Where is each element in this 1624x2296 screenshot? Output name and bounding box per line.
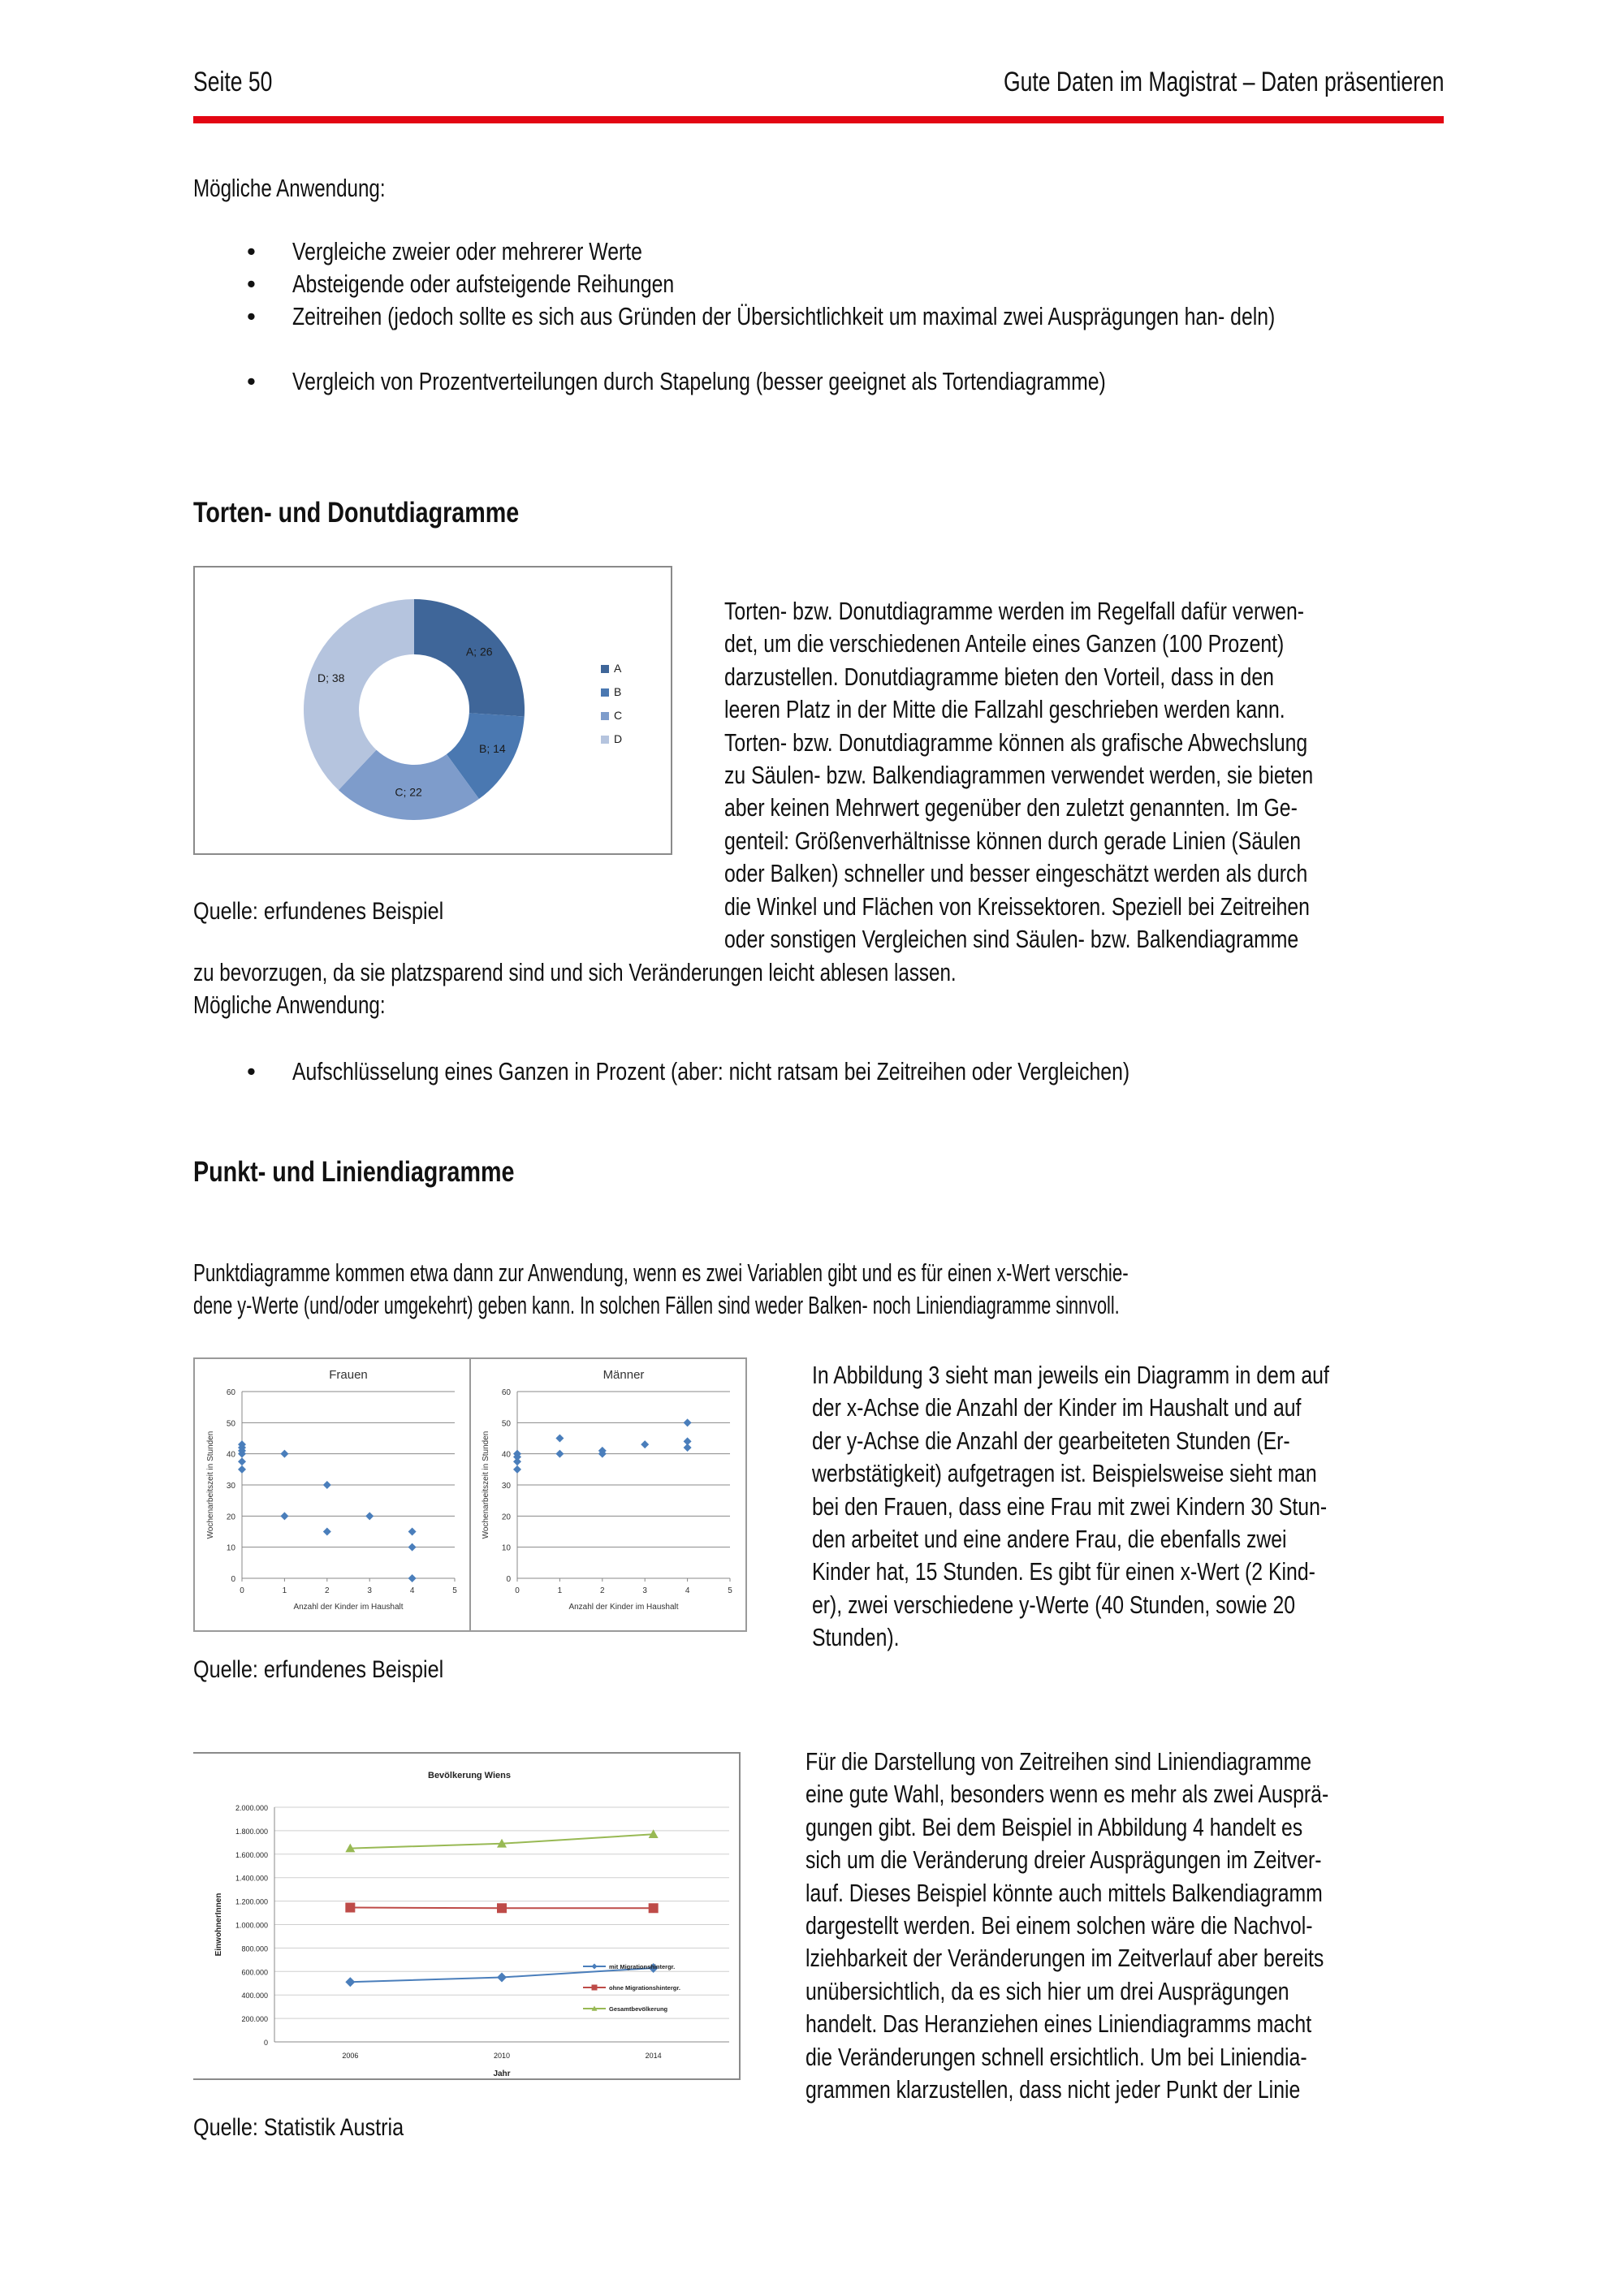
list-item: • Zeitreihen (jedoch sollte es sich aus Gründen der Übersichtlichkeit um maximal zwei Ausprägungen han- deln) xyxy=(193,300,1460,365)
svg-text:2: 2 xyxy=(325,1586,330,1595)
data-point-marker xyxy=(641,1440,649,1448)
bullet-icon: • xyxy=(247,367,256,395)
data-point-marker xyxy=(323,1481,331,1489)
svg-text:60: 60 xyxy=(226,1388,235,1397)
scatter-intro: Punktdiagramme kommen etwa dann zur Anwendung, wenn es zwei Variablen gibt und es für einen x-Wert verschie- dene y-Werte (und/oder umgekehrt) geben kann. In solchen Fällen sind weder Balken- noch Liniendiagramme sinnvoll. xyxy=(193,1258,1129,1319)
svg-text:EinwohnerInnen: EinwohnerInnen xyxy=(214,1892,223,1957)
donut-slice-a xyxy=(414,599,525,717)
legend-item-b xyxy=(601,685,621,698)
svg-text:0: 0 xyxy=(231,1575,235,1584)
line-source-caption: Quelle: Statistik Austria xyxy=(193,2114,404,2141)
svg-text:5: 5 xyxy=(452,1586,457,1595)
bullet-icon: • xyxy=(247,237,256,265)
data-point-marker xyxy=(238,1465,246,1474)
legend-swatch-icon xyxy=(601,665,609,673)
data-point-marker xyxy=(365,1512,374,1520)
bar-usage-list xyxy=(193,235,1460,398)
svg-text:2010: 2010 xyxy=(493,2052,511,2060)
data-point-marker xyxy=(280,1450,288,1458)
svg-text:3: 3 xyxy=(367,1586,372,1595)
donut-source-caption: Quelle: erfundenes Beispiel xyxy=(193,898,444,925)
svg-text:1.400.000: 1.400.000 xyxy=(235,1874,268,1883)
donut-paragraph-tail: zu bevorzugen, da sie platzsparend sind und sich Veränderungen leicht ablesen lassen. xyxy=(193,958,957,986)
svg-text:1.000.000: 1.000.000 xyxy=(235,1921,268,1930)
svg-text:400.000: 400.000 xyxy=(241,1992,268,2000)
svg-text:2014: 2014 xyxy=(645,2052,662,2060)
svg-text:200.000: 200.000 xyxy=(241,2015,268,2024)
legend-item-a xyxy=(601,662,622,675)
list-item: • Aufschlüsselung eines Ganzen in Prozent (aber: nicht ratsam bei Zeitreihen oder Vergleichen) xyxy=(193,1055,1460,1088)
svg-text:1.600.000: 1.600.000 xyxy=(235,1850,268,1859)
svg-text:0: 0 xyxy=(263,2039,268,2047)
data-point-marker xyxy=(513,1457,521,1465)
scatter-source-caption: Quelle: erfundenes Beispiel xyxy=(193,1656,444,1683)
svg-text:50: 50 xyxy=(501,1419,511,1429)
svg-text:40: 40 xyxy=(226,1450,235,1460)
svg-text:2006: 2006 xyxy=(342,2052,359,2060)
svg-text:20: 20 xyxy=(501,1513,511,1522)
legend-swatch-icon xyxy=(601,712,609,720)
svg-text:ohne Migrationshintergr.: ohne Migrationshintergr. xyxy=(609,1984,680,1992)
page-number: Seite 50 xyxy=(193,67,273,97)
data-point-marker xyxy=(408,1543,417,1552)
svg-text:C; 22: C; 22 xyxy=(395,785,422,799)
svg-text:Anzahl der Kinder im Haushalt: Anzahl der Kinder im Haushalt xyxy=(293,1603,404,1612)
svg-text:5: 5 xyxy=(728,1586,732,1595)
scatter-panel-männer xyxy=(482,1368,732,1612)
svg-text:A; 26: A; 26 xyxy=(465,645,493,658)
data-point-marker xyxy=(408,1528,417,1536)
bullet-icon: • xyxy=(247,270,256,298)
svg-text:B; 14: B; 14 xyxy=(479,742,506,756)
svg-text:40: 40 xyxy=(501,1450,511,1460)
svg-text:Frauen: Frauen xyxy=(329,1368,368,1382)
svg-text:Gesamtbevölkerung: Gesamtbevölkerung xyxy=(609,2005,668,2013)
svg-text:800.000: 800.000 xyxy=(241,1944,268,1953)
donut-paragraph: Torten- bzw. Donutdiagramme werden im Regelfall dafür verwen- det, um die verschiedenen Anteile eines Ganzen (100 Prozent) darzustellen. Donutdiagramme bieten den Vorteil, dass in den leeren Platz in der Mitte die Fallzahl geschrieben werden kann. Torten- bzw. Donutdiagramme können als grafische Abwechslung zu Säulen- bzw. Balkendiagrammen verwendet werden, sie bieten aber keinen Mehrwert gegenüber den zuletzt genannten. Im Ge- genteil: Größenverhältnisse können durch gerade Linien (Säulen oder Balken) schneller und besser eingeschätzt werden als durch die Winkel und Flächen von Kreissektoren. Speziell bei Zeitreihen oder sonstigen Vergleichen sind Säulen- bzw. Balkendiagramme xyxy=(724,597,1314,954)
legend-swatch-icon xyxy=(601,688,609,697)
line-chart xyxy=(193,1752,741,2080)
svg-text:0: 0 xyxy=(515,1586,520,1595)
svg-text:10: 10 xyxy=(501,1543,511,1553)
donut-chart xyxy=(193,566,672,855)
data-point-marker xyxy=(555,1435,564,1443)
svg-text:4: 4 xyxy=(685,1586,690,1595)
data-point-marker xyxy=(513,1465,521,1474)
document-title: Gute Daten im Magistrat – Daten präsentieren xyxy=(1003,67,1444,97)
legend-item-d xyxy=(601,732,622,745)
scatter-figure xyxy=(193,1357,747,1632)
svg-text:3: 3 xyxy=(642,1586,647,1595)
svg-text:4: 4 xyxy=(409,1586,415,1595)
svg-text:60: 60 xyxy=(501,1388,511,1397)
svg-text:50: 50 xyxy=(226,1419,235,1429)
svg-text:2: 2 xyxy=(600,1586,605,1595)
data-point-marker xyxy=(280,1512,288,1520)
chart-title: Bevölkerung Wiens xyxy=(428,1771,511,1780)
svg-text:10: 10 xyxy=(226,1543,235,1553)
donut-slice-d xyxy=(304,599,414,790)
svg-text:B: B xyxy=(614,685,622,698)
svg-text:20: 20 xyxy=(226,1513,235,1522)
svg-text:30: 30 xyxy=(501,1482,511,1491)
svg-text:D: D xyxy=(614,732,623,745)
data-point-marker xyxy=(238,1457,246,1465)
svg-text:mit Migrationshintergr.: mit Migrationshintergr. xyxy=(609,1963,676,1970)
data-point-marker xyxy=(555,1450,564,1458)
scatter-paragraph: In Abbildung 3 sieht man jeweils ein Diagramm in dem auf der x-Achse die Anzahl der Kinder im Haushalt und auf der y-Achse die Anzahl der gearbeiteten Stunden (Er- werbstätigkeit) aufgetragen ist. Beispielsweise sieht man bei den Frauen, dass eine Frau mit zwei Kindern 30 Stun- den arbeitet und eine andere Frau, die ebenfalls zwei Kinder hat, 15 Stunden. Es gibt für einen x-Wert (2 Kind- er), zwei verschiedene y-Werte (40 Stunden, sowie 20 Stunden). xyxy=(812,1361,1329,1652)
svg-text:D; 38: D; 38 xyxy=(317,671,345,684)
svg-text:A: A xyxy=(614,662,622,675)
svg-text:Wochenarbeitszeit in Stunden: Wochenarbeitszeit in Stunden xyxy=(482,1431,490,1539)
svg-text:30: 30 xyxy=(226,1482,235,1491)
legend-item xyxy=(583,2005,668,2013)
data-point-marker xyxy=(323,1528,331,1536)
scatter-charts-svg xyxy=(195,1359,745,1630)
bullet-icon: • xyxy=(247,1057,256,1085)
section-heading-lines: Punkt- und Liniendiagramme xyxy=(193,1156,515,1188)
legend-item xyxy=(583,1984,680,1992)
list-item: • Absteigende oder aufsteigende Reihungen xyxy=(193,268,1460,300)
legend-item xyxy=(583,1963,675,1970)
svg-text:Männer: Männer xyxy=(603,1368,645,1382)
svg-text:600.000: 600.000 xyxy=(241,1968,268,1977)
legend-swatch-icon xyxy=(601,736,609,744)
section-heading-donut: Torten- und Donutdiagramme xyxy=(193,497,520,529)
svg-text:2.000.000: 2.000.000 xyxy=(235,1804,268,1812)
donut-chart-svg xyxy=(195,568,671,853)
header-divider xyxy=(193,116,1444,123)
data-point-marker xyxy=(408,1574,417,1582)
line-series-2 xyxy=(345,1903,658,1914)
usage-label: Mögliche Anwendung: xyxy=(193,990,386,1019)
svg-text:Jahr: Jahr xyxy=(493,2069,511,2078)
svg-text:1.800.000: 1.800.000 xyxy=(235,1827,268,1836)
line-series-3 xyxy=(345,1829,658,1852)
list-item: • Vergleich von Prozentverteilungen durch Stapelung (besser geeignet als Tortendiagramme) xyxy=(193,365,1460,398)
usage-label: Mögliche Anwendung: xyxy=(193,174,386,202)
line-chart-svg xyxy=(193,1754,739,2078)
bullet-icon: • xyxy=(247,302,256,330)
svg-text:0: 0 xyxy=(240,1586,244,1595)
svg-text:1: 1 xyxy=(282,1586,287,1595)
svg-text:Anzahl der Kinder im Haushalt: Anzahl der Kinder im Haushalt xyxy=(568,1603,679,1612)
scatter-panel-frauen xyxy=(206,1368,457,1612)
svg-text:Wochenarbeitszeit in Stunden: Wochenarbeitszeit in Stunden xyxy=(206,1431,215,1539)
svg-text:1: 1 xyxy=(557,1586,563,1595)
svg-text:1.200.000: 1.200.000 xyxy=(235,1897,268,1906)
data-point-marker xyxy=(684,1418,692,1426)
line-paragraph: Für die Darstellung von Zeitreihen sind Liniendiagramme eine gute Wahl, besonders wenn es mehr als zwei Ausprä- gungen gibt. Bei dem Beispiel in Abbildung 4 handelt es sich um die Veränderung dreier Ausprägungen im Zeitver- lauf. Dieses Beispiel könnte auch mittels Balkendiagramm dargestellt werden. Bei einem solchen wäre die Nachvol- lziehbarkeit der Veränderungen im Zeitverlauf aber bereits unübersichtlich, da es sich hier um drei Ausprägungen handelt. Das Heranziehen eines Liniendiagramms macht die Veränderungen schnell ersichtlich. Um bei Liniendia- grammen klarzustellen, dass nicht jeder Punkt der Linie xyxy=(806,1747,1329,2104)
legend-item-c xyxy=(601,709,622,722)
donut-usage-list xyxy=(193,1055,1460,1088)
svg-text:0: 0 xyxy=(506,1575,511,1584)
data-point-marker xyxy=(684,1444,692,1452)
list-item: • Vergleiche zweier oder mehrerer Werte xyxy=(193,235,1460,268)
svg-text:C: C xyxy=(614,709,623,722)
